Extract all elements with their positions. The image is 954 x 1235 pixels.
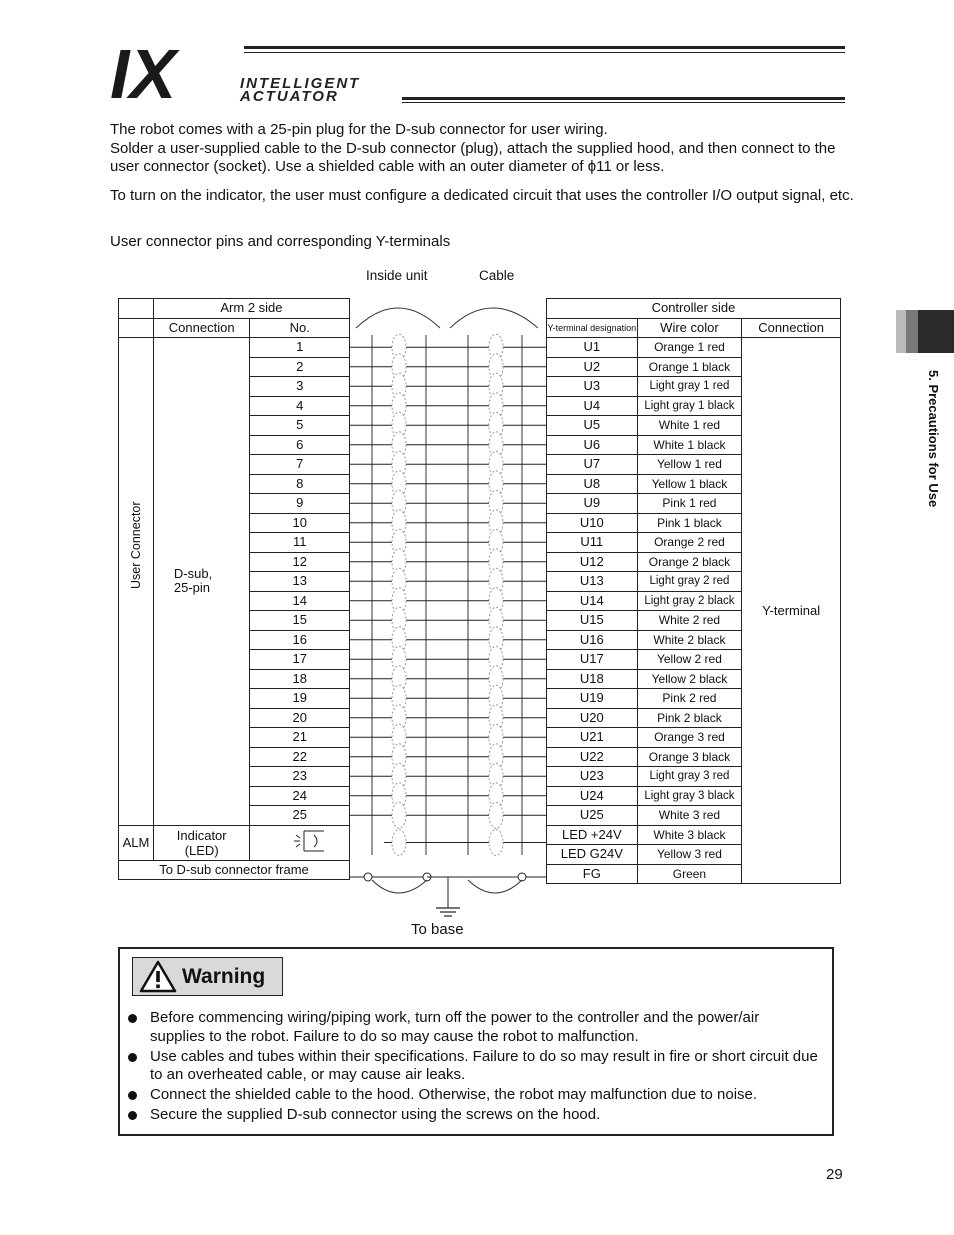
dsub-cell xyxy=(153,338,250,826)
user-connector-label: User Connector xyxy=(128,501,143,590)
intro-line-1: The robot comes with a 25-pin plug for the D-sub connector for user wiring. xyxy=(110,121,608,138)
y-terminal-connection: Y-terminal xyxy=(742,338,841,884)
pin-number: 6 xyxy=(250,435,350,455)
fg-arc-left xyxy=(372,880,427,893)
wire-color: Pink 1 red xyxy=(637,494,742,514)
led-icon xyxy=(270,827,330,855)
pin-number: 24 xyxy=(250,786,350,806)
header-rule-bottom xyxy=(402,97,845,100)
wire-color: Yellow 2 red xyxy=(637,650,742,670)
intro-paragraph-3: User connector pins and corresponding Y-terminals xyxy=(110,233,451,250)
wire-color: Pink 1 black xyxy=(637,513,742,533)
warning-title: Warning xyxy=(182,965,266,988)
wire-color: Orange 1 black xyxy=(637,357,742,377)
twisted-pair-marker xyxy=(392,802,406,828)
ix-logo xyxy=(110,46,235,105)
y-terminal-designation: U6 xyxy=(547,435,638,455)
inside-unit-arc xyxy=(356,308,440,328)
intro-line-2: Solder a user-supplied cable to the D-sub connector (plug), attach the supplied hood, and then connect to the user connector (socket). Use a shielded cable with an outer diameter of ϕ11 or less. xyxy=(110,139,836,175)
wire-color: Orange 3 black xyxy=(637,747,742,767)
wire-color: White 3 red xyxy=(637,806,742,826)
wire-color: Pink 2 red xyxy=(637,689,742,709)
wire-color: Light gray 1 black xyxy=(637,396,742,416)
y-terminal-designation: U24 xyxy=(547,786,638,806)
dsub-frame-cell: To D-sub connector frame xyxy=(119,860,350,880)
y-terminal-designation: U21 xyxy=(547,728,638,748)
wire-color: Light gray 3 red xyxy=(637,767,742,787)
header-rule-bottom-thin xyxy=(402,102,845,103)
connection-header: Connection xyxy=(153,318,250,338)
y-terminal-designation: U13 xyxy=(547,572,638,592)
side-tab-label: 5. Precautions for Use xyxy=(926,370,941,508)
pin-number: 19 xyxy=(250,689,350,709)
wire-color: Pink 2 black xyxy=(637,708,742,728)
brand-line2: ACTUATOR xyxy=(240,88,339,105)
no-header: No. xyxy=(250,318,350,338)
wire-color: Light gray 1 red xyxy=(637,377,742,397)
wire-color: Yellow 1 black xyxy=(637,474,742,494)
pin-number: 21 xyxy=(250,728,350,748)
wire-color: Yellow 1 red xyxy=(637,455,742,475)
pin-number: 16 xyxy=(250,630,350,650)
connection-header-right: Connection xyxy=(742,318,841,338)
pin-number: 10 xyxy=(250,513,350,533)
warning-item: Secure the supplied D-sub connector using the screws on the hood. xyxy=(128,1106,818,1125)
wire-color: White 2 black xyxy=(637,630,742,650)
pin-number: 11 xyxy=(250,533,350,553)
y-terminal-designation: U15 xyxy=(547,611,638,631)
brand-line1: INTELLIGENT xyxy=(240,75,361,92)
side-tab-dark xyxy=(918,310,954,353)
intro-paragraph-1 xyxy=(110,121,855,177)
y-terminal-designation: U14 xyxy=(547,591,638,611)
twisted-pair-marker xyxy=(489,830,503,856)
wire-color: White 1 black xyxy=(637,435,742,455)
wire-color: Orange 3 red xyxy=(637,728,742,748)
y-terminal-designation: U23 xyxy=(547,767,638,787)
wire-color: Light gray 2 red xyxy=(637,572,742,592)
wire-color: Orange 2 black xyxy=(637,552,742,572)
twisted-pair-marker xyxy=(489,802,503,828)
pin-number: 22 xyxy=(250,747,350,767)
y-terminal-designation: LED G24V xyxy=(547,845,638,865)
y-terminal-designation: U7 xyxy=(547,455,638,475)
led-symbol-cell xyxy=(250,825,350,860)
pin-number: 2 xyxy=(250,357,350,377)
y-terminal-designation: U20 xyxy=(547,708,638,728)
y-terminal-designation: U10 xyxy=(547,513,638,533)
pin-number: 14 xyxy=(250,591,350,611)
header-rule-top-thin xyxy=(244,52,845,53)
wire-color: White 3 black xyxy=(637,825,742,845)
warning-item: Connect the shielded cable to the hood. Otherwise, the robot may malfunction due to noise. xyxy=(128,1086,818,1105)
y-terminal-designation: U2 xyxy=(547,357,638,377)
y-terminal-designation: U25 xyxy=(547,806,638,826)
y-terminal-designation: U19 xyxy=(547,689,638,709)
page-number: 29 xyxy=(826,1166,843,1183)
to-base-label: To base xyxy=(411,921,464,938)
controller-y-terminal-table xyxy=(546,298,841,884)
pin-number: 3 xyxy=(250,377,350,397)
wire-color: White 1 red xyxy=(637,416,742,436)
logo-letters: IX xyxy=(110,46,177,100)
wire-color: Light gray 3 black xyxy=(637,786,742,806)
y-terminal-designation: FG xyxy=(547,864,638,884)
inside-unit-label: Inside unit xyxy=(366,268,428,283)
intro-paragraph-2: To turn on the indicator, the user must configure a dedicated circuit that uses the controller I/O output signal, etc. xyxy=(110,187,854,204)
pin-number: 5 xyxy=(250,416,350,436)
cable-label: Cable xyxy=(479,268,515,283)
warning-triangle-icon xyxy=(139,960,177,993)
side-tab-light xyxy=(896,310,906,353)
user-connector-cell xyxy=(119,338,154,826)
blank-corner xyxy=(119,299,154,319)
pin-number: 12 xyxy=(250,552,350,572)
y-terminal-designation: U9 xyxy=(547,494,638,514)
indicator-cell: Indicator (LED) xyxy=(153,825,250,860)
wiring-diagram xyxy=(350,290,546,930)
wire-color: Orange 2 red xyxy=(637,533,742,553)
y-terminal-designation: U18 xyxy=(547,669,638,689)
fg-arc-right xyxy=(468,880,522,893)
pin-number: 23 xyxy=(250,767,350,787)
pin-number: 1 xyxy=(250,338,350,358)
fg-terminal-right xyxy=(518,873,526,881)
wire-color: Orange 1 red xyxy=(637,338,742,358)
header-rule-top xyxy=(244,46,845,49)
y-terminal-designation: U11 xyxy=(547,533,638,553)
pin-number: 9 xyxy=(250,494,350,514)
pin-number: 18 xyxy=(250,669,350,689)
warning-item: Before commencing wiring/piping work, turn off the power to the controller and the power/air supplies to the robot. Failure to do so may cause the robot to malfunction. xyxy=(128,1009,818,1046)
arm2-pin-table xyxy=(118,298,350,880)
pin-number: 8 xyxy=(250,474,350,494)
y-terminal-designation: U5 xyxy=(547,416,638,436)
side-tab-mid xyxy=(906,310,918,353)
y-terminal-designation: LED +24V xyxy=(547,825,638,845)
twisted-pair-marker xyxy=(392,830,406,856)
wire-color: Yellow 2 black xyxy=(637,669,742,689)
y-terminal-designation: U16 xyxy=(547,630,638,650)
wire-color: Light gray 2 black xyxy=(637,591,742,611)
wire-color: White 2 red xyxy=(637,611,742,631)
cable-arc xyxy=(450,308,538,328)
y-terminal-designation: U12 xyxy=(547,552,638,572)
y-terminal-designation: U4 xyxy=(547,396,638,416)
pin-number: 20 xyxy=(250,708,350,728)
warning-list xyxy=(128,1009,818,1126)
y-terminal-designation: U17 xyxy=(547,650,638,670)
alm-cell: ALM xyxy=(119,825,154,860)
y-terminal-designation: U3 xyxy=(547,377,638,397)
wire-color: Yellow 3 red xyxy=(637,845,742,865)
y-terminal-designation: U22 xyxy=(547,747,638,767)
y-terminal-designation: U8 xyxy=(547,474,638,494)
wire-color: Green xyxy=(637,864,742,884)
arm2-side-header: Arm 2 side xyxy=(153,299,349,319)
warning-item: Use cables and tubes within their specifications. Failure to do so may result in fire or short circuit due to an overheated cable, or may cause air leaks. xyxy=(128,1048,818,1085)
dsub-label: D-sub, 25-pin xyxy=(173,566,213,596)
y-terminal-designation: U1 xyxy=(547,338,638,358)
pin-number: 15 xyxy=(250,611,350,631)
pin-number: 4 xyxy=(250,396,350,416)
y-designation-header: Y-terminal designation xyxy=(547,318,638,338)
wire-color-header: Wire color xyxy=(637,318,742,338)
blank-corner-2 xyxy=(119,318,154,338)
pin-number: 17 xyxy=(250,650,350,670)
fg-terminal-left xyxy=(364,873,372,881)
pin-number: 7 xyxy=(250,455,350,475)
pin-number: 25 xyxy=(250,806,350,826)
controller-side-header: Controller side xyxy=(547,299,841,319)
pin-number: 13 xyxy=(250,572,350,592)
